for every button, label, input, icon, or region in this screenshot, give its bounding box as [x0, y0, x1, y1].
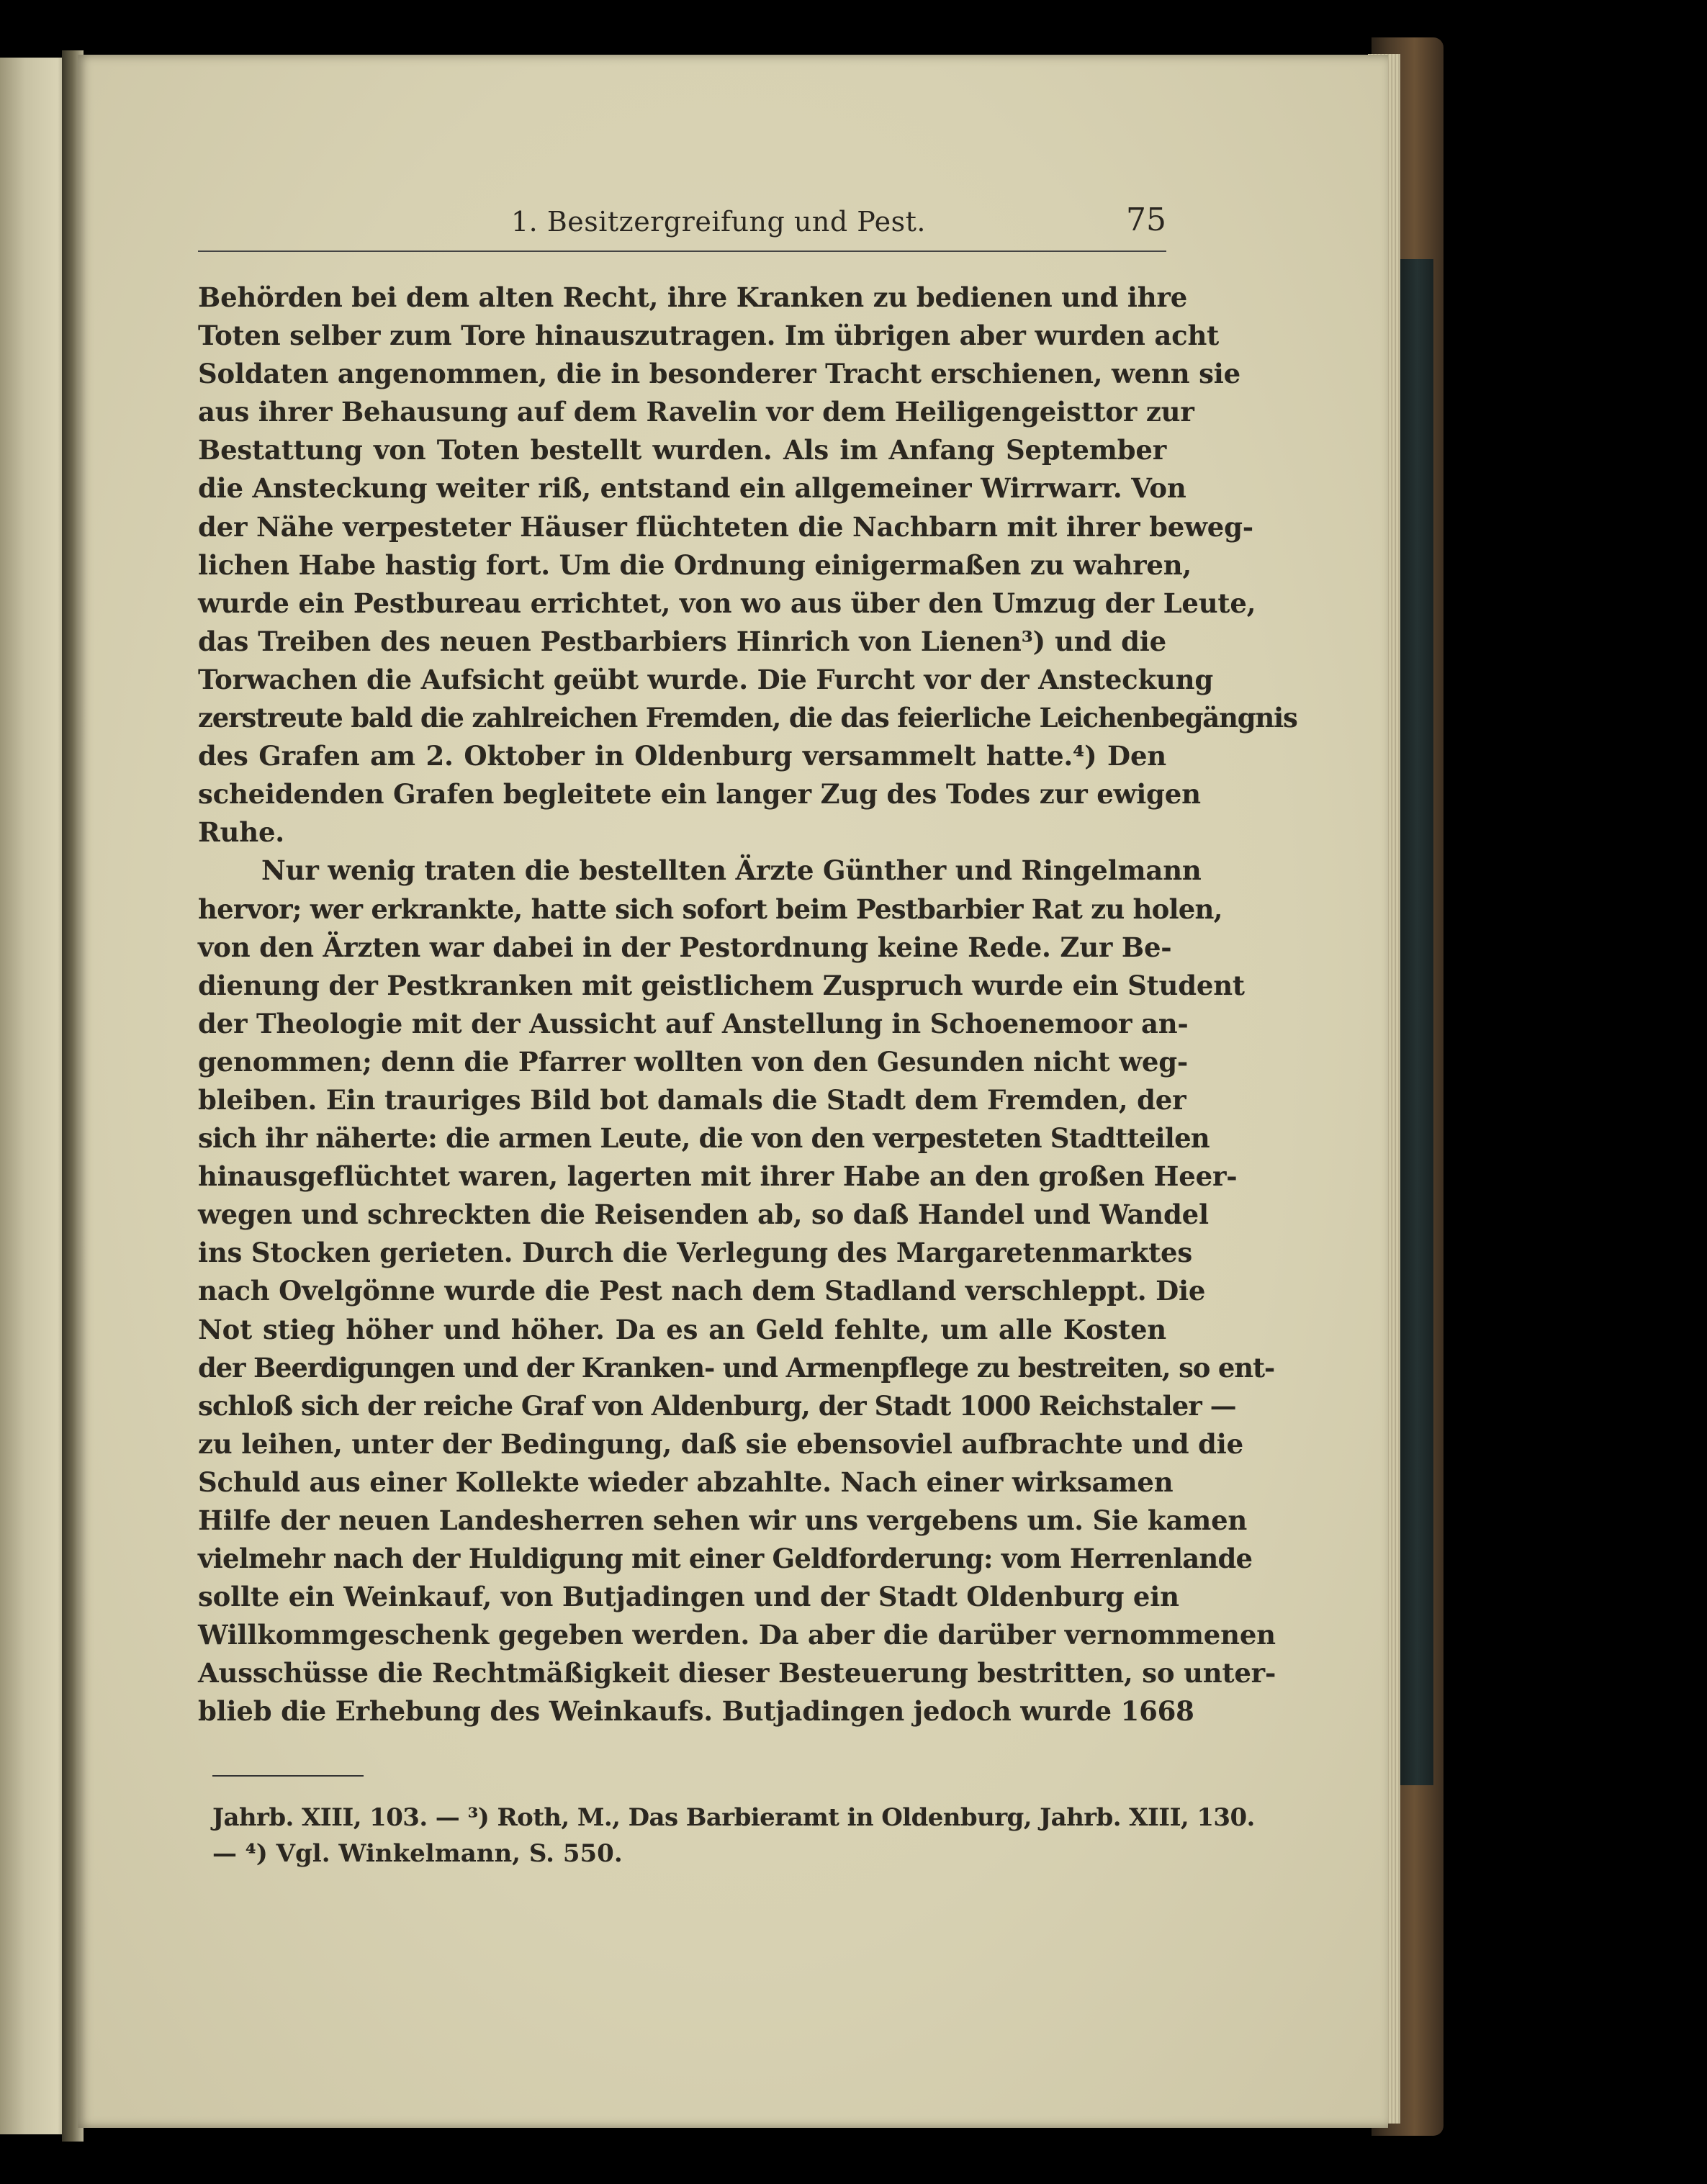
text-line: Ausschüsse die Rechtmäßigkeit dieser Besteuerung bestritten, so unter-	[198, 1657, 1276, 1689]
footnote-rule	[212, 1775, 364, 1777]
text-line: die Ansteckung weiter riß, entstand ein allgemeiner Wirrwarr. Von	[198, 472, 1186, 505]
text-line: der Theologie mit der Aussicht auf Anstellung in Schoenemoor an-	[198, 1007, 1189, 1039]
text-line: der Nähe verpesteter Häuser flüchteten die Nachbarn mit ihrer beweg-	[198, 510, 1253, 543]
text-line: der Beerdigungen und der Kranken- und Armenpflege zu bestreiten, so ent-	[198, 1351, 1275, 1384]
text-line: Hilfe der neuen Landesherren sehen wir uns vergebens um. Sie kamen	[198, 1504, 1248, 1536]
previous-page-edge	[0, 58, 72, 2134]
text-line: Ruhe.	[198, 816, 284, 849]
footnote-line: — ⁴) Vgl. Winkelmann, S. 550.	[212, 1839, 623, 1868]
text-line: Schuld aus einer Kollekte wieder abzahlte. Nach einer wirksamen	[198, 1466, 1174, 1498]
text-line: vielmehr nach der Huldigung mit einer Geldforderung: vom Herrenlande	[198, 1543, 1253, 1575]
text-line: hinausgeflüchtet waren, lagerten mit ihrer Habe an den großen Heer-	[198, 1160, 1238, 1193]
text-line: dienung der Pestkranken mit geistlichem Zuspruch wurde ein Student	[198, 969, 1245, 1001]
text-line: scheidenden Grafen begleitete ein langer Zug des Todes zur ewigen	[198, 778, 1201, 811]
text-line: von den Ärzten war dabei in der Pestordnung keine Rede. Zur Be-	[198, 931, 1172, 963]
text-line: bleiben. Ein trauriges Bild bot damals die Stadt dem Fremden, der	[198, 1083, 1186, 1116]
body-text	[198, 279, 1297, 1731]
text-line: ins Stocken gerieten. Durch die Verlegung des Margaretenmarktes	[198, 1237, 1193, 1269]
running-header	[198, 202, 1166, 252]
text-line: sich ihr näherte: die armen Leute, die von den verpesteten Stadtteilen	[198, 1122, 1210, 1155]
text-line: lichen Habe hastig fort. Um die Ordnung einigermaßen zu wahren,	[198, 549, 1192, 581]
footnotes	[212, 1800, 1255, 1872]
text-line: schloß sich der reiche Graf von Aldenburg, der Stadt 1000 Reichstaler —	[198, 1389, 1236, 1422]
text-line: sollte ein Weinkauf, von Butjadingen und der Stadt Oldenburg ein	[198, 1581, 1179, 1613]
text-line: Torwachen die Aufsicht geübt wurde. Die Furcht vor der Ansteckung	[198, 663, 1214, 695]
text-line: das Treiben des neuen Pestbarbiers Hinrich von Lienen³) und die	[198, 625, 1166, 657]
text-line: nach Ovelgönne wurde die Pest nach dem Stadland verschleppt. Die	[198, 1275, 1206, 1307]
text-line: Nur wenig traten die bestellten Ärzte Günther und Ringelmann	[261, 854, 1202, 887]
footnote-line: Jahrb. XIII, 103. — ³) Roth, M., Das Barbieramt in Oldenburg, Jahrb. XIII, 130.	[212, 1803, 1255, 1832]
text-line: zerstreute bald die zahlreichen Fremden, die das feierliche Leichenbegängnis	[198, 702, 1297, 734]
text-line: Bestattung von Toten bestellt wurden. Als im Anfang September	[198, 434, 1166, 466]
text-line: Behörden bei dem alten Recht, ihre Kranken zu bedienen und ihre	[198, 281, 1188, 313]
text-line: aus ihrer Behausung auf dem Ravelin vor dem Heiligengeisttor zur	[198, 396, 1194, 428]
text-line: wurde ein Pestbureau errichtet, von wo aus über den Umzug der Leute,	[198, 587, 1256, 619]
text-line: genommen; denn die Pfarrer wollten von den Gesunden nicht weg-	[198, 1045, 1189, 1078]
text-line: hervor; wer erkrankte, hatte sich sofort beim Pestbarbier Rat zu holen,	[198, 893, 1222, 925]
text-line: wegen und schreckten die Reisenden ab, so daß Handel und Wandel	[198, 1199, 1209, 1231]
running-title: 1. Besitzergreifung und Pest.	[511, 206, 926, 238]
text-line: blieb die Erhebung des Weinkaufs. Butjadingen jedoch wurde 1668	[198, 1695, 1194, 1728]
text-line: Willkommgeschenk gegeben werden. Da aber die darüber vernommenen	[198, 1619, 1276, 1651]
text-line: Toten selber zum Tore hinauszutragen. Im übrigen aber wurden acht	[198, 320, 1220, 352]
text-line: Not stieg höher und höher. Da es an Geld fehlte, um alle Kosten	[198, 1313, 1166, 1345]
text-line: des Grafen am 2. Oktober in Oldenburg versammelt hatte.⁴) Den	[198, 740, 1166, 772]
page-number: 75	[1126, 202, 1166, 238]
text-line: Soldaten angenommen, die in besonderer Tracht erschienen, wenn sie	[198, 358, 1240, 390]
text-line: zu leihen, unter der Bedingung, daß sie ebensoviel aufbrachte und die	[198, 1427, 1243, 1460]
